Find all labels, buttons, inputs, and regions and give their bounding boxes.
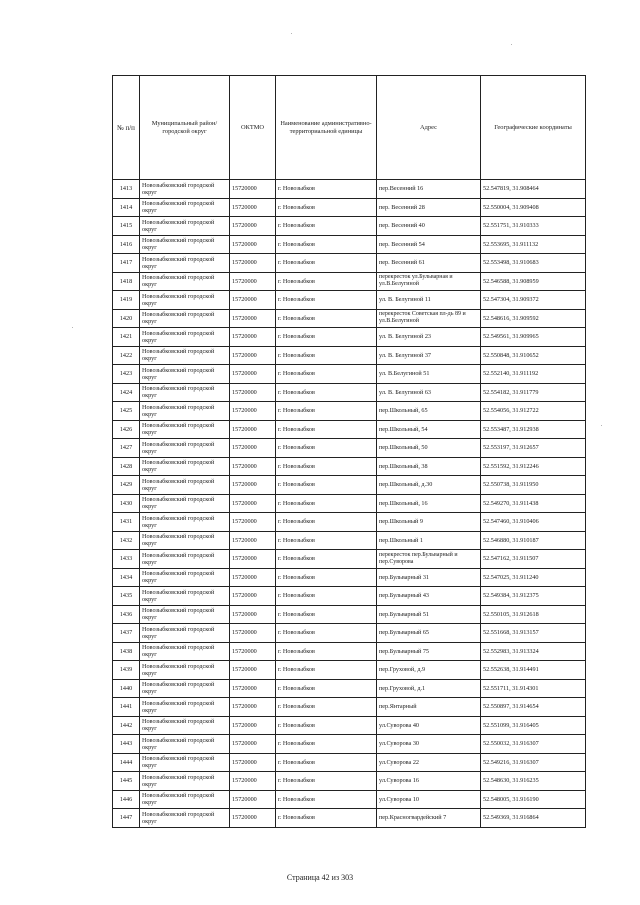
header-coordinates: Географические координаты: [481, 76, 586, 180]
row-municipality: Новозыбковский городской округ: [140, 328, 230, 347]
row-address: пер.Школьный 1: [377, 531, 481, 550]
row-coordinates: 52.547025, 31.911240: [481, 568, 586, 587]
row-address: ул. В. Белугиной 23: [377, 328, 481, 347]
row-oktmo: 15720000: [230, 587, 276, 606]
row-address: пер.Груховой, д.9: [377, 661, 481, 680]
table-row: [113, 420, 586, 439]
row-coordinates: 52.550897, 31.914654: [481, 698, 586, 717]
row-oktmo: 15720000: [230, 661, 276, 680]
row-coordinates: 52.552983, 31.913324: [481, 642, 586, 661]
table-row: [113, 439, 586, 458]
row-admin-unit: г. Новозыбков: [276, 716, 377, 735]
row-oktmo: 15720000: [230, 476, 276, 495]
row-number: 1420: [113, 309, 140, 328]
scan-speck: [601, 425, 602, 426]
row-municipality: Новозыбковский городской округ: [140, 494, 230, 513]
row-number: 1438: [113, 642, 140, 661]
row-municipality: Новозыбковский городской округ: [140, 402, 230, 421]
header-address: Адрес: [377, 76, 481, 180]
table-row: [113, 568, 586, 587]
row-oktmo: 15720000: [230, 735, 276, 754]
row-number: 1430: [113, 494, 140, 513]
row-coordinates: 52.551099, 31.916405: [481, 716, 586, 735]
row-admin-unit: г. Новозыбков: [276, 217, 377, 236]
row-coordinates: 52.550032, 31.916307: [481, 735, 586, 754]
row-municipality: Новозыбковский городской округ: [140, 272, 230, 291]
table-row: [113, 235, 586, 254]
row-municipality: Новозыбковский городской округ: [140, 254, 230, 273]
table-row: [113, 753, 586, 772]
row-address: пер.Янтарный: [377, 698, 481, 717]
row-admin-unit: г. Новозыбков: [276, 568, 377, 587]
row-coordinates: 52.547460, 31.910406: [481, 513, 586, 532]
table-row: [113, 661, 586, 680]
row-address: ул.Суворова 22: [377, 753, 481, 772]
row-number: 1429: [113, 476, 140, 495]
row-admin-unit: г. Новозыбков: [276, 272, 377, 291]
row-admin-unit: г. Новозыбков: [276, 476, 377, 495]
row-coordinates: 52.553498, 31.910683: [481, 254, 586, 273]
row-address: пер.Школьный, 16: [377, 494, 481, 513]
row-municipality: Новозыбковский городской округ: [140, 365, 230, 384]
row-admin-unit: г. Новозыбков: [276, 698, 377, 717]
row-oktmo: 15720000: [230, 291, 276, 310]
row-municipality: Новозыбковский городской округ: [140, 587, 230, 606]
table-row: [113, 383, 586, 402]
row-municipality: Новозыбковский городской округ: [140, 642, 230, 661]
row-oktmo: 15720000: [230, 235, 276, 254]
table-row: [113, 624, 586, 643]
table-row: [113, 309, 586, 328]
row-oktmo: 15720000: [230, 624, 276, 643]
row-coordinates: 52.551592, 31.912246: [481, 457, 586, 476]
row-coordinates: 52.549369, 31.916864: [481, 809, 586, 828]
row-address: пер.Груховой, д.1: [377, 679, 481, 698]
row-admin-unit: г. Новозыбков: [276, 642, 377, 661]
row-number: 1444: [113, 753, 140, 772]
row-coordinates: 52.552638, 31.914491: [481, 661, 586, 680]
row-coordinates: 52.548005, 31.916190: [481, 790, 586, 809]
row-number: 1424: [113, 383, 140, 402]
row-municipality: Новозыбковский городской округ: [140, 346, 230, 365]
row-admin-unit: г. Новозыбков: [276, 365, 377, 384]
row-coordinates: 52.547162, 31.911507: [481, 550, 586, 569]
table-row: [113, 587, 586, 606]
row-address: пер.Школьный, д.30: [377, 476, 481, 495]
scan-speck: [72, 327, 73, 328]
row-oktmo: 15720000: [230, 309, 276, 328]
table-row: [113, 494, 586, 513]
row-coordinates: 52.547819, 31.908464: [481, 180, 586, 199]
row-admin-unit: г. Новозыбков: [276, 550, 377, 569]
row-municipality: Новозыбковский городской округ: [140, 661, 230, 680]
header-admin-unit: Наименование административно-территориальной единицы: [276, 76, 377, 180]
row-admin-unit: г. Новозыбков: [276, 420, 377, 439]
table-row: [113, 365, 586, 384]
row-address: пер.Красногвардейский 7: [377, 809, 481, 828]
row-address: пер.Бульварный 31: [377, 568, 481, 587]
header-number: № п/п: [113, 76, 140, 180]
row-coordinates: 52.551711, 31.914301: [481, 679, 586, 698]
row-number: 1436: [113, 605, 140, 624]
row-municipality: Новозыбковский городской округ: [140, 568, 230, 587]
row-municipality: Новозыбковский городской округ: [140, 476, 230, 495]
row-number: 1433: [113, 550, 140, 569]
row-coordinates: 52.546880, 31.910187: [481, 531, 586, 550]
row-oktmo: 15720000: [230, 642, 276, 661]
row-coordinates: 52.553487, 31.912938: [481, 420, 586, 439]
row-coordinates: 52.554056, 31.912722: [481, 402, 586, 421]
row-address: пер. Весенний 54: [377, 235, 481, 254]
row-municipality: Новозыбковский городской округ: [140, 383, 230, 402]
table-row: [113, 809, 586, 828]
row-municipality: Новозыбковский городской округ: [140, 550, 230, 569]
table-row: [113, 716, 586, 735]
row-coordinates: 52.549384, 31.912375: [481, 587, 586, 606]
row-oktmo: 15720000: [230, 180, 276, 199]
row-oktmo: 15720000: [230, 550, 276, 569]
row-admin-unit: г. Новозыбков: [276, 494, 377, 513]
row-admin-unit: г. Новозыбков: [276, 254, 377, 273]
row-coordinates: 52.548630, 31.916235: [481, 772, 586, 791]
row-number: 1432: [113, 531, 140, 550]
row-oktmo: 15720000: [230, 772, 276, 791]
row-address: пер.Бульварный 75: [377, 642, 481, 661]
row-number: 1441: [113, 698, 140, 717]
table-row: [113, 180, 586, 199]
table-row: [113, 735, 586, 754]
row-coordinates: 52.549270, 31.911438: [481, 494, 586, 513]
table-row: [113, 328, 586, 347]
row-admin-unit: г. Новозыбков: [276, 346, 377, 365]
row-number: 1414: [113, 198, 140, 217]
row-number: 1435: [113, 587, 140, 606]
table-row: [113, 531, 586, 550]
table-row: [113, 605, 586, 624]
row-coordinates: 52.550004, 31.909408: [481, 198, 586, 217]
row-oktmo: 15720000: [230, 605, 276, 624]
row-municipality: Новозыбковский городской округ: [140, 531, 230, 550]
row-oktmo: 15720000: [230, 402, 276, 421]
table-row: [113, 698, 586, 717]
scan-speck: [511, 44, 512, 45]
row-admin-unit: г. Новозыбков: [276, 198, 377, 217]
row-address: перекресток пер.Бульварный и пер.Суворова: [377, 550, 481, 569]
row-admin-unit: г. Новозыбков: [276, 587, 377, 606]
row-admin-unit: г. Новозыбков: [276, 605, 377, 624]
table-header-row: [113, 76, 586, 180]
row-address: ул. В. Белугиной 37: [377, 346, 481, 365]
table-row: [113, 642, 586, 661]
row-oktmo: 15720000: [230, 679, 276, 698]
row-oktmo: 15720000: [230, 420, 276, 439]
row-coordinates: 52.550848, 31.910652: [481, 346, 586, 365]
row-address: пер. Весенний 28: [377, 198, 481, 217]
row-address: пер.Весенний 16: [377, 180, 481, 199]
row-coordinates: 52.550738, 31.911950: [481, 476, 586, 495]
row-municipality: Новозыбковский городской округ: [140, 439, 230, 458]
row-number: 1434: [113, 568, 140, 587]
row-municipality: Новозыбковский городской округ: [140, 790, 230, 809]
row-oktmo: 15720000: [230, 531, 276, 550]
row-number: 1447: [113, 809, 140, 828]
row-number: 1423: [113, 365, 140, 384]
row-oktmo: 15720000: [230, 272, 276, 291]
table-row: [113, 772, 586, 791]
header-municipality: Муниципальный район/городской округ: [140, 76, 230, 180]
table-row: [113, 402, 586, 421]
row-address: пер.Школьный, 65: [377, 402, 481, 421]
row-admin-unit: г. Новозыбков: [276, 790, 377, 809]
row-oktmo: 15720000: [230, 328, 276, 347]
row-oktmo: 15720000: [230, 790, 276, 809]
row-coordinates: 52.546588, 31.908959: [481, 272, 586, 291]
row-number: 1415: [113, 217, 140, 236]
row-municipality: Новозыбковский городской округ: [140, 513, 230, 532]
row-coordinates: 52.550105, 31.912618: [481, 605, 586, 624]
row-address: пер. Весенний 40: [377, 217, 481, 236]
row-address: ул.Суворова 16: [377, 772, 481, 791]
row-oktmo: 15720000: [230, 254, 276, 273]
row-admin-unit: г. Новозыбков: [276, 328, 377, 347]
row-number: 1422: [113, 346, 140, 365]
row-number: 1419: [113, 291, 140, 310]
row-coordinates: 52.551668, 31.913157: [481, 624, 586, 643]
scan-speck: [291, 33, 292, 34]
table-row: [113, 272, 586, 291]
row-oktmo: 15720000: [230, 457, 276, 476]
row-address: пер.Школьный 9: [377, 513, 481, 532]
row-admin-unit: г. Новозыбков: [276, 624, 377, 643]
row-address: пер. Весенний 61: [377, 254, 481, 273]
row-municipality: Новозыбковский городской округ: [140, 753, 230, 772]
row-number: 1413: [113, 180, 140, 199]
row-municipality: Новозыбковский городской округ: [140, 698, 230, 717]
row-municipality: Новозыбковский городской округ: [140, 180, 230, 199]
row-oktmo: 15720000: [230, 513, 276, 532]
table-row: [113, 513, 586, 532]
row-number: 1446: [113, 790, 140, 809]
row-admin-unit: г. Новозыбков: [276, 383, 377, 402]
row-admin-unit: г. Новозыбков: [276, 513, 377, 532]
row-oktmo: 15720000: [230, 698, 276, 717]
row-address: ул. В.Белугиной 51: [377, 365, 481, 384]
row-address: пер.Бульварный 43: [377, 587, 481, 606]
row-number: 1437: [113, 624, 140, 643]
row-admin-unit: г. Новозыбков: [276, 439, 377, 458]
table-row: [113, 457, 586, 476]
page-footer: Страница 42 из 303: [286, 873, 354, 882]
table-row: [113, 790, 586, 809]
row-address: ул.Суворова 40: [377, 716, 481, 735]
row-number: 1417: [113, 254, 140, 273]
row-municipality: Новозыбковский городской округ: [140, 716, 230, 735]
row-number: 1426: [113, 420, 140, 439]
row-oktmo: 15720000: [230, 809, 276, 828]
row-coordinates: 52.548616, 31.909592: [481, 309, 586, 328]
row-oktmo: 15720000: [230, 346, 276, 365]
row-address: ул. В. Белугиной 11: [377, 291, 481, 310]
row-oktmo: 15720000: [230, 494, 276, 513]
row-address: ул.Суворова 10: [377, 790, 481, 809]
row-admin-unit: г. Новозыбков: [276, 402, 377, 421]
table-row: [113, 346, 586, 365]
row-oktmo: 15720000: [230, 217, 276, 236]
row-number: 1421: [113, 328, 140, 347]
row-admin-unit: г. Новозыбков: [276, 735, 377, 754]
row-oktmo: 15720000: [230, 716, 276, 735]
row-address: пер.Бульварный 65: [377, 624, 481, 643]
row-admin-unit: г. Новозыбков: [276, 661, 377, 680]
row-address: перекресток ул.Бульварная и ул.В.Белугиной: [377, 272, 481, 291]
row-number: 1439: [113, 661, 140, 680]
table-row: [113, 476, 586, 495]
row-address: пер.Школьный, 50: [377, 439, 481, 458]
row-admin-unit: г. Новозыбков: [276, 309, 377, 328]
row-coordinates: 52.549561, 31.909965: [481, 328, 586, 347]
row-admin-unit: г. Новозыбков: [276, 772, 377, 791]
row-number: 1443: [113, 735, 140, 754]
row-coordinates: 52.552140, 31.911192: [481, 365, 586, 384]
table-row: [113, 550, 586, 569]
row-coordinates: 52.554182, 31.911779: [481, 383, 586, 402]
row-municipality: Новозыбковский городской округ: [140, 772, 230, 791]
table-row: [113, 198, 586, 217]
row-oktmo: 15720000: [230, 439, 276, 458]
row-municipality: Новозыбковский городской округ: [140, 457, 230, 476]
row-oktmo: 15720000: [230, 753, 276, 772]
row-admin-unit: г. Новозыбков: [276, 291, 377, 310]
row-municipality: Новозыбковский городской округ: [140, 217, 230, 236]
row-number: 1442: [113, 716, 140, 735]
row-admin-unit: г. Новозыбков: [276, 180, 377, 199]
table-body: [113, 180, 586, 828]
row-oktmo: 15720000: [230, 365, 276, 384]
row-admin-unit: г. Новозыбков: [276, 809, 377, 828]
row-coordinates: 52.549216, 31.916307: [481, 753, 586, 772]
row-municipality: Новозыбковский городской округ: [140, 624, 230, 643]
row-coordinates: 52.551751, 31.910333: [481, 217, 586, 236]
header-oktmo: ОКТМО: [230, 76, 276, 180]
row-coordinates: 52.553695, 31.911132: [481, 235, 586, 254]
row-municipality: Новозыбковский городской округ: [140, 809, 230, 828]
row-admin-unit: г. Новозыбков: [276, 457, 377, 476]
row-municipality: Новозыбковский городской округ: [140, 291, 230, 310]
row-number: 1428: [113, 457, 140, 476]
row-municipality: Новозыбковский городской округ: [140, 198, 230, 217]
row-municipality: Новозыбковский городской округ: [140, 420, 230, 439]
row-municipality: Новозыбковский городской округ: [140, 679, 230, 698]
row-number: 1445: [113, 772, 140, 791]
table-row: [113, 291, 586, 310]
row-number: 1431: [113, 513, 140, 532]
row-oktmo: 15720000: [230, 568, 276, 587]
row-admin-unit: г. Новозыбков: [276, 679, 377, 698]
row-coordinates: 52.553197, 31.912657: [481, 439, 586, 458]
row-number: 1440: [113, 679, 140, 698]
row-oktmo: 15720000: [230, 198, 276, 217]
row-address: пер.Бульварный 51: [377, 605, 481, 624]
row-municipality: Новозыбковский городской округ: [140, 735, 230, 754]
row-number: 1425: [113, 402, 140, 421]
row-municipality: Новозыбковский городской округ: [140, 605, 230, 624]
locations-table: [112, 75, 586, 828]
row-coordinates: 52.547304, 31.909372: [481, 291, 586, 310]
row-number: 1418: [113, 272, 140, 291]
row-number: 1416: [113, 235, 140, 254]
row-address: ул.Суворова 30: [377, 735, 481, 754]
row-admin-unit: г. Новозыбков: [276, 531, 377, 550]
row-address: пер.Школьный, 54: [377, 420, 481, 439]
row-oktmo: 15720000: [230, 383, 276, 402]
row-number: 1427: [113, 439, 140, 458]
row-address: ул. В. Белугиной 63: [377, 383, 481, 402]
row-admin-unit: г. Новозыбков: [276, 235, 377, 254]
row-address: пер.Школьный, 38: [377, 457, 481, 476]
table-row: [113, 217, 586, 236]
row-admin-unit: г. Новозыбков: [276, 753, 377, 772]
row-address: перекресток Советская пл-дь 89 и ул.В.Белугиной: [377, 309, 481, 328]
table-row: [113, 679, 586, 698]
row-municipality: Новозыбковский городской округ: [140, 309, 230, 328]
row-municipality: Новозыбковский городской округ: [140, 235, 230, 254]
table-row: [113, 254, 586, 273]
